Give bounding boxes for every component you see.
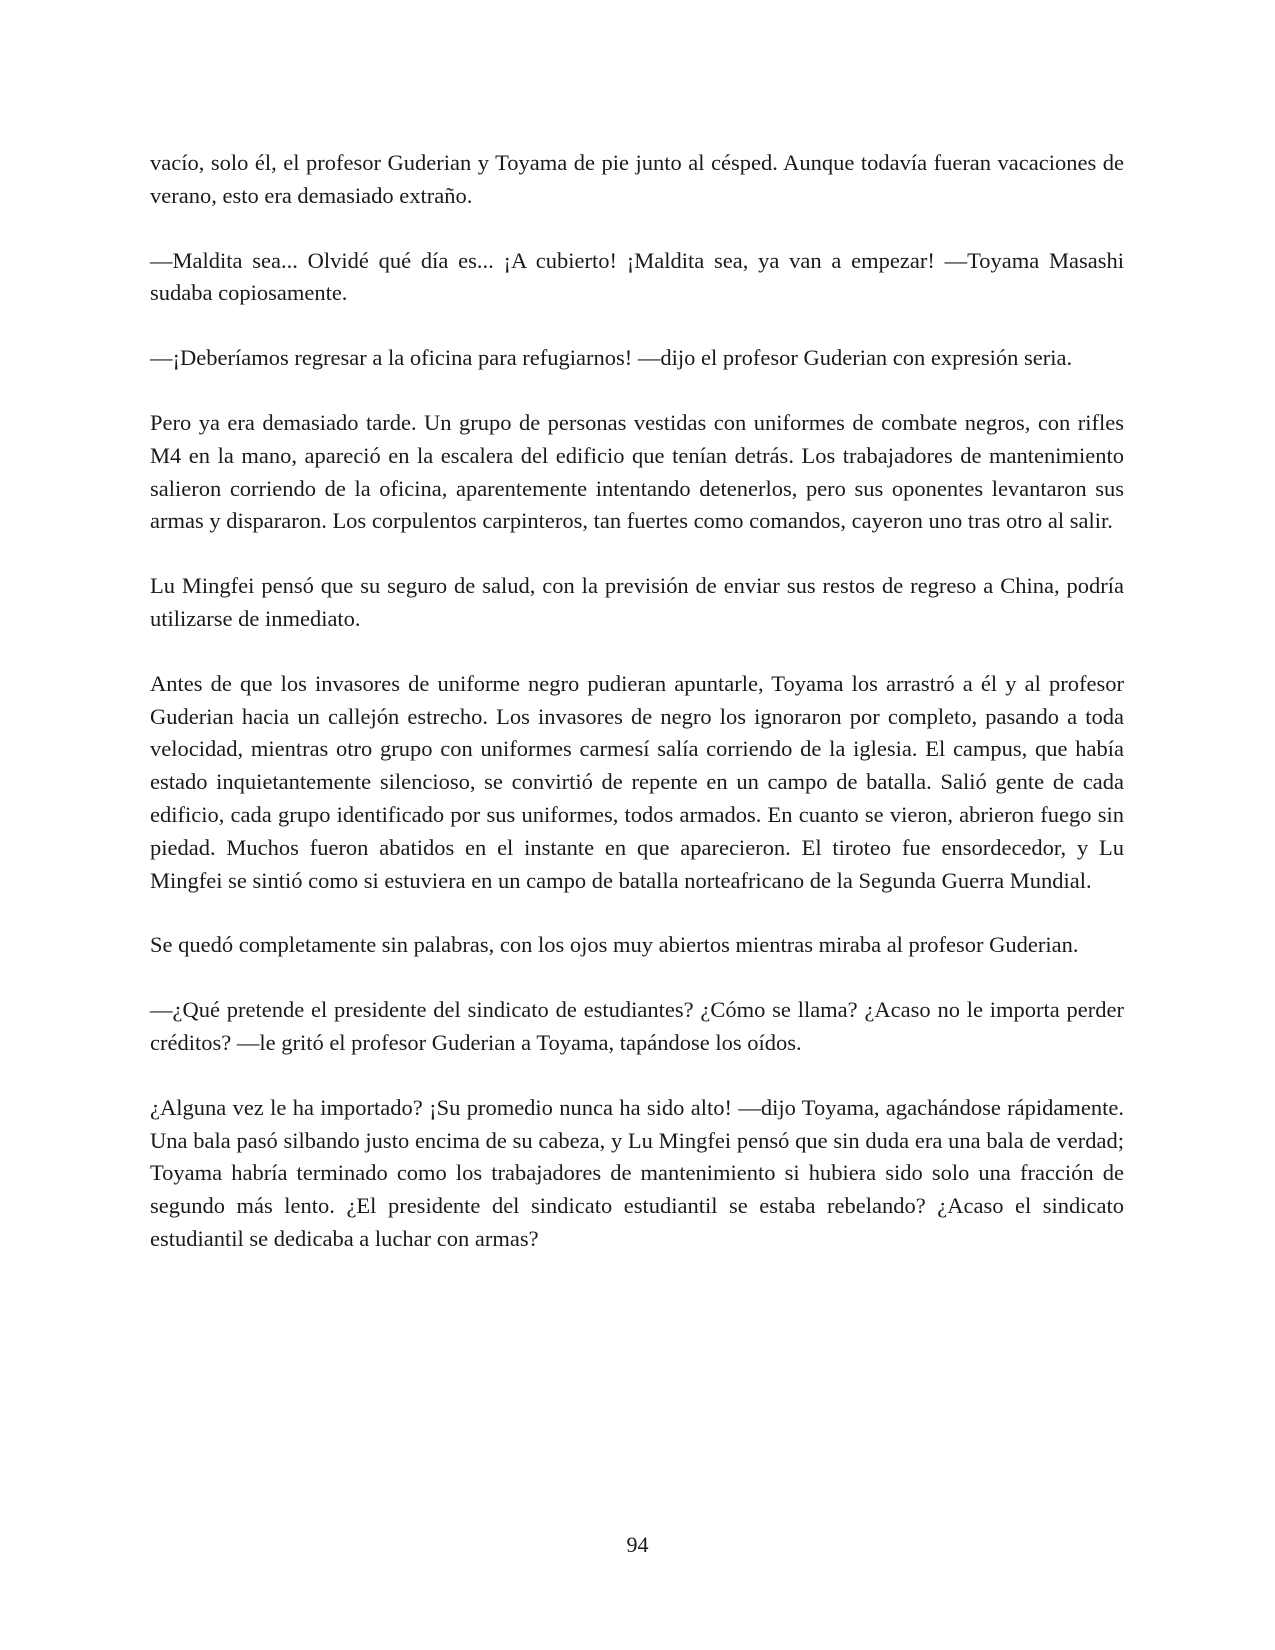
paragraph-3: —¡Deberíamos regresar a la oficina para refugiarnos! —dijo el profesor Guderian con expresión seria. (150, 345, 1073, 371)
page-number: 94 (626, 1532, 649, 1557)
paragraph-1: vacío, solo él, el profesor Guderian y Toyama de pie junto al césped. Aunque todavía fueran vacaciones de verano, esto era demasiado extraño. (150, 150, 1124, 208)
paragraph-8: —¿Qué pretende el presidente del sindicato de estudiantes? ¿Cómo se llama? ¿Acaso no le importa perder créditos? —le gritó el profesor Guderian a Toyama, tapándose los oídos. (150, 997, 1124, 1055)
paragraph-5: Lu Mingfei pensó que su seguro de salud, con la previsión de enviar sus restos de regreso a China, podría utilizarse de inmediato. (150, 573, 1124, 631)
paragraph-6: Antes de que los invasores de uniforme negro pudieran apuntarle, Toyama los arrastró a él y al profesor Guderian hacia un callejón estrecho. Los invasores de negro los ignoraron por completo, pasando a toda velocidad, mientras otro grupo con uniformes carmesí salía corriendo de la iglesia. El campus, que había estado inquietantemente silencioso, se convirtió de repente en un campo de batalla. Salió gente de cada edificio, cada grupo identificado por sus uniformes, todos armados. En cuanto se vieron, abrieron fuego sin piedad. Muchos fueron abatidos en el instante en que aparecieron. El tiroteo fue ensordecedor, y Lu Mingfei se sintió como si estuviera en un campo de batalla norteafricano de la Segunda Guerra Mundial. (150, 670, 1124, 893)
paragraph-7: Se quedó completamente sin palabras, con los ojos muy abiertos mientras miraba al profesor Guderian. (150, 932, 1079, 958)
page-body (150, 147, 1124, 1288)
paragraph-2: —Maldita sea... Olvidé qué día es... ¡A cubierto! ¡Maldita sea, ya van a empezar! —Toyama Masashi sudaba copiosamente. (150, 247, 1124, 306)
paragraph-4: Pero ya era demasiado tarde. Un grupo de personas vestidas con uniformes de combate negros, con rifles M4 en la mano, apareció en la escalera del edificio que tenían detrás. Los trabajadores de mantenimiento salieron corriendo de la oficina, aparentemente intentando detenerlos, pero sus oponentes levantaron sus armas y dispararon. Los corpulentos carpinteros, tan fuertes como comandos, cayeron uno tras otro al salir. (150, 409, 1124, 534)
paragraph-9: ¿Alguna vez le ha importado? ¡Su promedio nunca ha sido alto! —dijo Toyama, agachándose rápidamente. Una bala pasó silbando justo encima de su cabeza, y Lu Mingfei pensó que sin duda era una bala de verdad; Toyama habría terminado como los trabajadores de mantenimiento si hubiera sido solo una fracción de segundo más lento. ¿El presidente del sindicato estudiantil se estaba rebelando? ¿Acaso el sindicato estudiantil se dedicaba a luchar con armas? (150, 1094, 1124, 1251)
